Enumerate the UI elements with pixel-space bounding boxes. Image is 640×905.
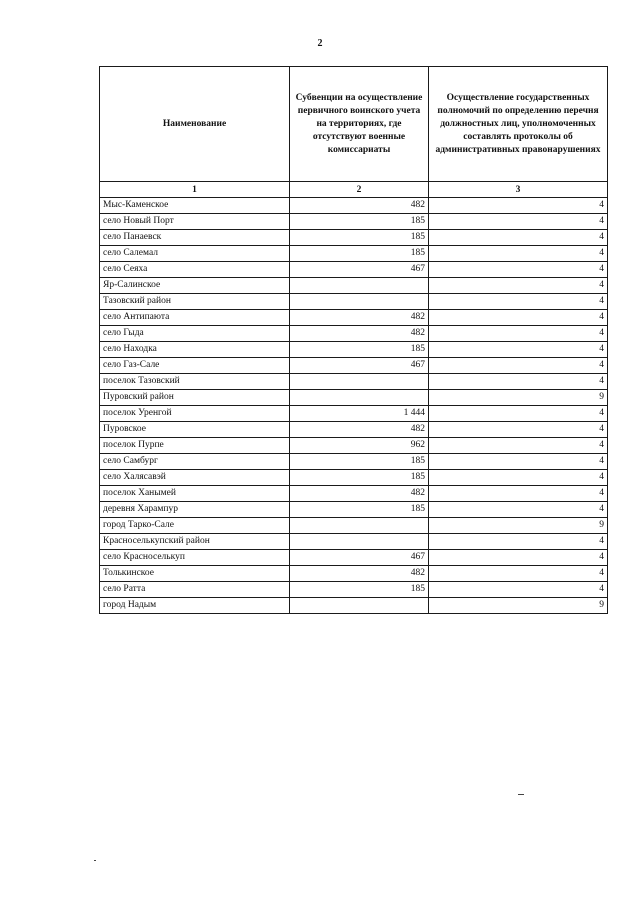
row-subvention-cell	[290, 278, 429, 294]
row-subvention-cell: 185	[290, 342, 429, 358]
row-powers-cell: 4	[429, 310, 608, 326]
row-name-cell: село Ратта	[100, 582, 290, 598]
table-row	[100, 422, 608, 438]
table-header	[100, 67, 608, 198]
table-row	[100, 230, 608, 246]
scan-mark	[94, 860, 96, 861]
row-name-cell: село Панаевск	[100, 230, 290, 246]
row-subvention-cell: 185	[290, 454, 429, 470]
row-name-cell: деревня Харампур	[100, 502, 290, 518]
row-name-cell: село Красноселькуп	[100, 550, 290, 566]
row-name-cell: поселок Пурпе	[100, 438, 290, 454]
row-powers-cell: 4	[429, 502, 608, 518]
row-powers-cell: 4	[429, 326, 608, 342]
row-name-cell: село Самбург	[100, 454, 290, 470]
row-subvention-cell: 467	[290, 358, 429, 374]
row-name-cell: село Гыда	[100, 326, 290, 342]
row-powers-cell: 4	[429, 342, 608, 358]
row-powers-cell: 9	[429, 518, 608, 534]
table-row	[100, 438, 608, 454]
table-body	[100, 198, 608, 614]
row-powers-cell: 9	[429, 390, 608, 406]
row-name-cell: поселок Уренгой	[100, 406, 290, 422]
column-number-1: 1	[100, 182, 290, 198]
row-subvention-cell: 1 444	[290, 406, 429, 422]
page-number: 2	[317, 38, 323, 49]
row-powers-cell: 4	[429, 582, 608, 598]
header-row	[100, 67, 608, 182]
scan-mark	[518, 794, 524, 795]
row-powers-cell: 4	[429, 550, 608, 566]
row-subvention-cell	[290, 598, 429, 614]
table-row	[100, 406, 608, 422]
row-powers-cell: 4	[429, 534, 608, 550]
row-subvention-cell: 482	[290, 486, 429, 502]
header-powers: Осуществление государственных полномочий по определению перечня должностных лиц, уполномоченных составлять протоколы об административных правонарушениях	[429, 67, 608, 182]
row-powers-cell: 4	[429, 454, 608, 470]
row-subvention-cell: 962	[290, 438, 429, 454]
table-row	[100, 246, 608, 262]
row-name-cell: Пуровское	[100, 422, 290, 438]
row-subvention-cell	[290, 294, 429, 310]
table-row	[100, 598, 608, 614]
row-name-cell: село Находка	[100, 342, 290, 358]
table-row	[100, 294, 608, 310]
row-powers-cell: 4	[429, 262, 608, 278]
row-subvention-cell	[290, 534, 429, 550]
table-row	[100, 390, 608, 406]
table-row	[100, 358, 608, 374]
row-powers-cell: 4	[429, 374, 608, 390]
column-number-3: 3	[429, 182, 608, 198]
row-name-cell: село Газ-Сале	[100, 358, 290, 374]
header-name: Наименование	[100, 67, 290, 182]
row-name-cell: село Сеяха	[100, 262, 290, 278]
row-powers-cell: 4	[429, 486, 608, 502]
row-powers-cell: 4	[429, 230, 608, 246]
row-powers-cell: 4	[429, 214, 608, 230]
row-powers-cell: 4	[429, 566, 608, 582]
row-subvention-cell: 482	[290, 326, 429, 342]
row-name-cell: Мыс-Каменское	[100, 198, 290, 214]
table-row	[100, 534, 608, 550]
table-row	[100, 550, 608, 566]
row-subvention-cell: 185	[290, 582, 429, 598]
row-subvention-cell: 185	[290, 502, 429, 518]
table-row	[100, 486, 608, 502]
row-name-cell: город Надым	[100, 598, 290, 614]
row-powers-cell: 4	[429, 278, 608, 294]
row-name-cell: Красноселькупский район	[100, 534, 290, 550]
row-name-cell: Яр-Салинское	[100, 278, 290, 294]
row-subvention-cell: 185	[290, 214, 429, 230]
row-subvention-cell	[290, 518, 429, 534]
row-subvention-cell: 482	[290, 422, 429, 438]
row-name-cell: город Тарко-Сале	[100, 518, 290, 534]
row-subvention-cell: 185	[290, 470, 429, 486]
row-name-cell: село Халясавэй	[100, 470, 290, 486]
row-powers-cell: 4	[429, 246, 608, 262]
row-powers-cell: 4	[429, 198, 608, 214]
row-subvention-cell: 185	[290, 230, 429, 246]
row-name-cell: поселок Ханымей	[100, 486, 290, 502]
table-row	[100, 566, 608, 582]
row-subvention-cell: 185	[290, 246, 429, 262]
column-number-row	[100, 182, 608, 198]
row-powers-cell: 4	[429, 358, 608, 374]
table-row	[100, 454, 608, 470]
row-subvention-cell: 467	[290, 262, 429, 278]
row-name-cell: село Антипаюта	[100, 310, 290, 326]
row-powers-cell: 4	[429, 294, 608, 310]
row-name-cell: село Новый Порт	[100, 214, 290, 230]
row-subvention-cell: 482	[290, 198, 429, 214]
row-name-cell: Пуровский район	[100, 390, 290, 406]
table-row	[100, 310, 608, 326]
row-powers-cell: 4	[429, 438, 608, 454]
row-powers-cell: 4	[429, 422, 608, 438]
row-powers-cell: 9	[429, 598, 608, 614]
row-subvention-cell: 482	[290, 310, 429, 326]
row-subvention-cell	[290, 390, 429, 406]
table-row	[100, 342, 608, 358]
row-subvention-cell: 467	[290, 550, 429, 566]
table-row	[100, 326, 608, 342]
row-subvention-cell	[290, 374, 429, 390]
table-row	[100, 214, 608, 230]
row-name-cell: Тазовский район	[100, 294, 290, 310]
table-row	[100, 582, 608, 598]
table-row	[100, 502, 608, 518]
table-row	[100, 198, 608, 214]
table-row	[100, 278, 608, 294]
row-name-cell: село Салемал	[100, 246, 290, 262]
row-name-cell: поселок Тазовский	[100, 374, 290, 390]
table-row	[100, 374, 608, 390]
subvention-table	[99, 66, 608, 614]
row-name-cell: Толькинское	[100, 566, 290, 582]
header-subvention: Субвенции на осуществление первичного воинского учета на территориях, где отсутствуют военные комиссариаты	[290, 67, 429, 182]
column-number-2: 2	[290, 182, 429, 198]
table-row	[100, 518, 608, 534]
row-subvention-cell: 482	[290, 566, 429, 582]
row-powers-cell: 4	[429, 470, 608, 486]
table-row	[100, 262, 608, 278]
row-powers-cell: 4	[429, 406, 608, 422]
table-row	[100, 470, 608, 486]
